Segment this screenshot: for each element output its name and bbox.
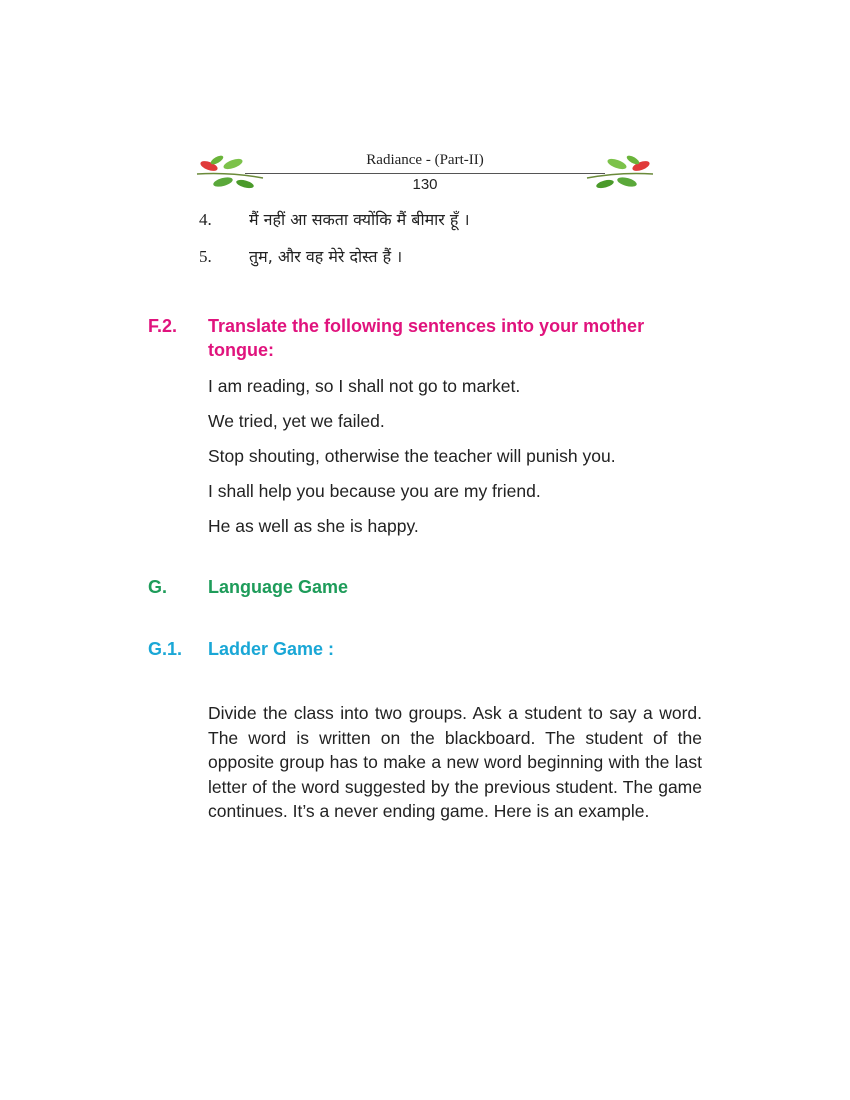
section-title-g: Language Game — [208, 577, 349, 597]
section-title-g1: Ladder Game : — [208, 639, 335, 659]
hindi-item — [199, 208, 470, 230]
section-number-g: G. — [148, 577, 168, 597]
instructions-paragraph: Divide the class into two groups. Ask a student to say a word. The word is written on the blackboard. The student of the opposite group has to make a new word beginning with the last letter of the word suggested by the previous student. The game continues. It’s a never ending game. Here is an example. — [208, 703, 702, 821]
section-number-f2: F.2. — [148, 316, 178, 336]
header-rule — [245, 173, 605, 174]
sentence-4: I shall help you because you are my friend. — [208, 481, 541, 501]
page-number: 130 — [412, 176, 438, 193]
sentence-5: He as well as she is happy. — [208, 516, 419, 536]
sentence-3: Stop shouting, otherwise the teacher will punish you. — [208, 446, 616, 466]
page-header — [195, 148, 655, 198]
hindi-item — [199, 245, 402, 267]
section-number-g1: G.1. — [148, 639, 183, 659]
sentence-1: I am reading, so I shall not go to market. — [208, 376, 521, 396]
sentence-2: We tried, yet we failed. — [208, 411, 385, 431]
hindi-sentence: मैं नहीं आ सकता क्योंकि मैं बीमार हूँ । — [249, 210, 470, 229]
hindi-sentence: तुम, और वह मेरे दोस्त हैं । — [249, 247, 403, 266]
leaf-branch-icon — [585, 152, 655, 190]
book-title: Radiance - (Part-II) — [366, 152, 484, 168]
item-number: 4. — [199, 210, 212, 229]
item-number: 5. — [199, 247, 212, 266]
section-title-f2: Translate the following sentences into your mother tongue: — [208, 316, 645, 360]
